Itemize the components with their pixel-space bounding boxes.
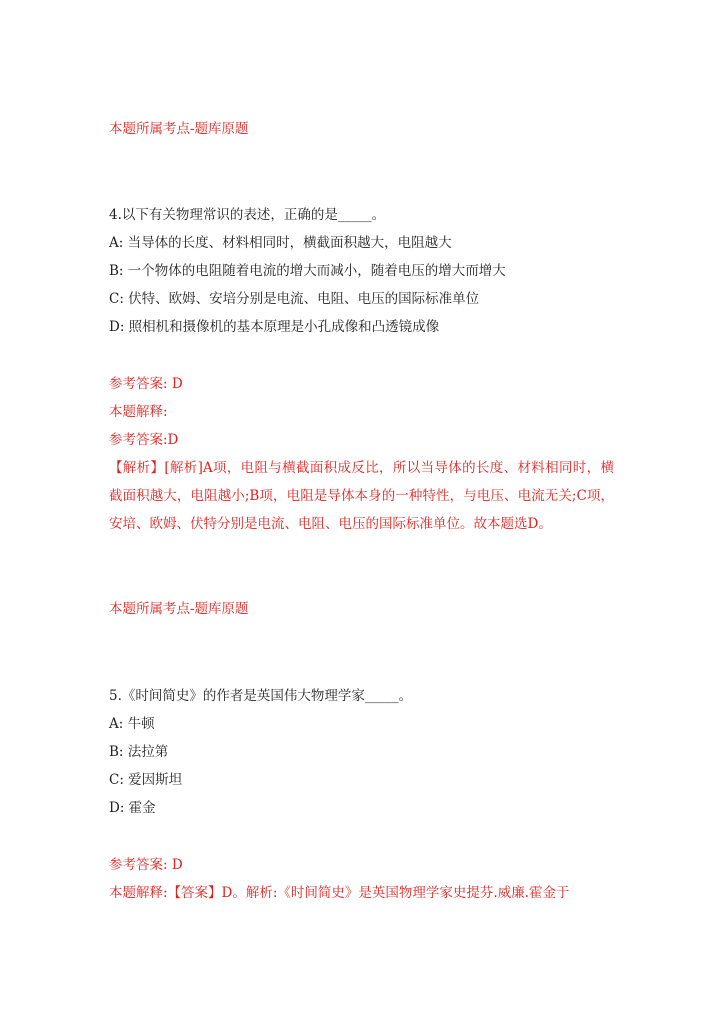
question-4-explanation: 【解析】[解析]A项，电阻与横截面积成反比，所以当导体的长度、材料相同时，横截面积越大，电阻越小;B项，电阻是导体本身的一种特性，与电压、电流无关;C项，安培、欧姆、伏特分别是电流、电阻、电压的国际标准单位。故本题选D。 [109, 460, 614, 532]
question-4-answer-repeat: 参考答案:D [109, 432, 179, 448]
question-5-option-b: B: 法拉第 [109, 744, 169, 760]
question-5-option-c: C: 爱因斯坦 [109, 772, 183, 788]
source-label-top: 本题所属考点-题库原题 [109, 121, 249, 137]
question-4-option-d: D: 照相机和摄像机的基本原理是小孔成像和凸透镜成像 [109, 319, 440, 335]
question-5-explanation: 本题解释:【答案】D。解析:《时间简史》是英国物理学家史提芬.威廉.霍金于 [109, 885, 570, 901]
question-4-explain-label: 本题解释: [109, 404, 168, 420]
question-4-answer: 参考答案: D [109, 376, 183, 392]
question-4-source-label: 本题所属考点-题库原题 [109, 601, 249, 617]
question-4-option-c: C: 伏特、欧姆、安培分别是电流、电阻、电压的国际标准单位 [109, 291, 480, 307]
question-5-answer: 参考答案: D [109, 857, 183, 873]
question-5-option-a: A: 牛顿 [109, 716, 155, 732]
question-5-stem: 5.《时间简史》的作者是英国伟大物理学家_____。 [109, 688, 413, 704]
question-4-stem: 4.以下有关物理常识的表述，正确的是_____。 [109, 207, 386, 223]
question-5-option-d: D: 霍金 [109, 800, 156, 816]
question-4-option-b: B: 一个物体的电阻随着电流的增大而减小，随着电压的增大而增大 [109, 263, 506, 279]
question-4-option-a: A: 当导体的长度、材料相同时，横截面积越大，电阻越大 [109, 235, 452, 251]
